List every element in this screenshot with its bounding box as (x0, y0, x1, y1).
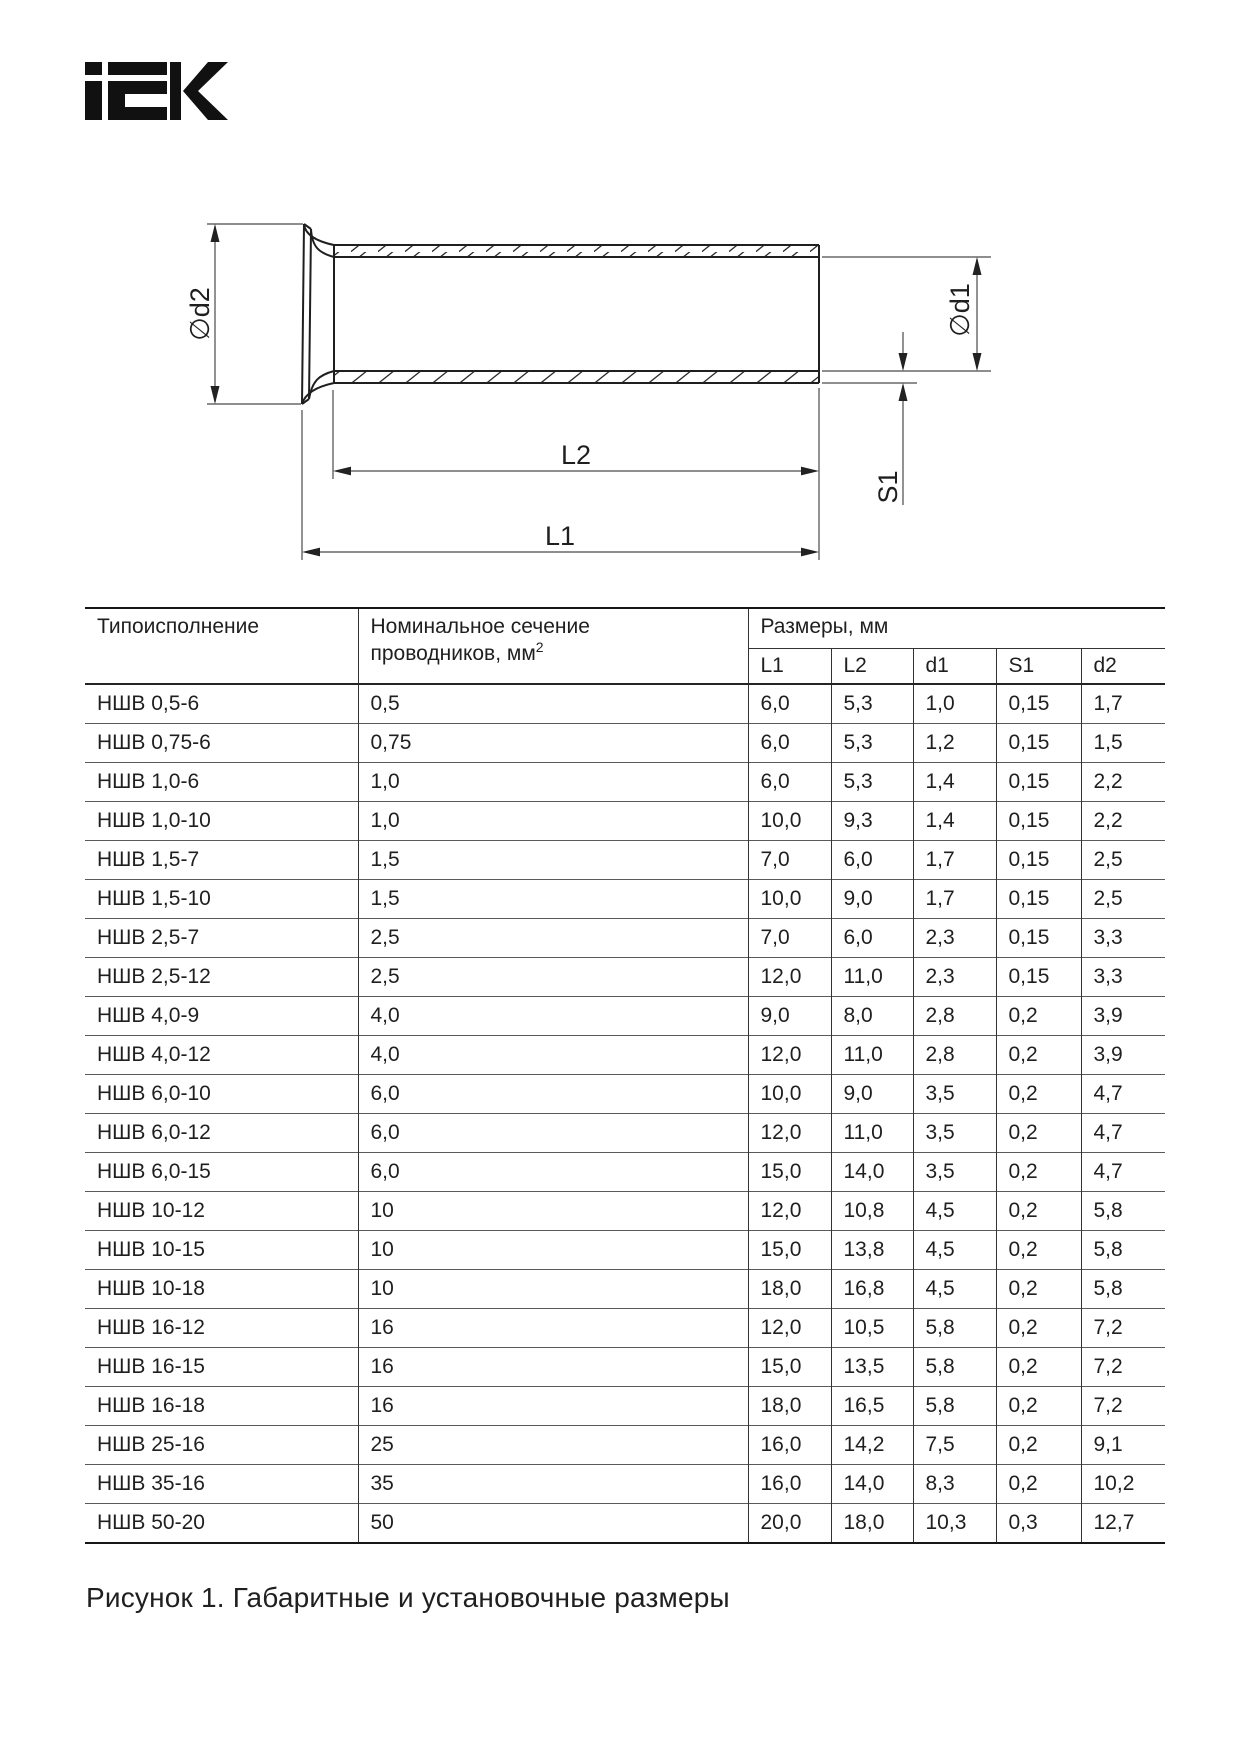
value-cell: 10 (358, 1231, 748, 1270)
dim-d1-label: ∅d1 (945, 283, 975, 337)
value-cell: 4,7 (1081, 1153, 1165, 1192)
value-cell: 7,2 (1081, 1309, 1165, 1348)
value-cell: 6,0 (358, 1075, 748, 1114)
value-cell: 3,5 (913, 1153, 996, 1192)
value-cell: 0,2 (996, 1153, 1081, 1192)
value-cell: 6,0 (748, 724, 831, 763)
value-cell: 0,15 (996, 841, 1081, 880)
value-cell: 6,0 (748, 684, 831, 724)
value-cell: 6,0 (831, 919, 913, 958)
value-cell: 10 (358, 1270, 748, 1309)
value-cell: 9,0 (831, 880, 913, 919)
value-cell: 5,8 (1081, 1231, 1165, 1270)
value-cell: 9,1 (1081, 1426, 1165, 1465)
value-cell: 18,0 (748, 1270, 831, 1309)
value-cell: 0,75 (358, 724, 748, 763)
type-cell: НШВ 1,0-6 (85, 763, 358, 802)
value-cell: 1,7 (913, 841, 996, 880)
type-cell: НШВ 16-18 (85, 1387, 358, 1426)
table-row (85, 1348, 1165, 1387)
value-cell: 16,5 (831, 1387, 913, 1426)
value-cell: 25 (358, 1426, 748, 1465)
value-cell: 0,2 (996, 1270, 1081, 1309)
value-cell: 0,2 (996, 1192, 1081, 1231)
value-cell: 18,0 (831, 1504, 913, 1544)
value-cell: 10 (358, 1192, 748, 1231)
col-subheader-d2: d2 (1081, 649, 1165, 685)
value-cell: 8,3 (913, 1465, 996, 1504)
value-cell: 5,8 (1081, 1192, 1165, 1231)
value-cell: 1,7 (913, 880, 996, 919)
table-row (85, 997, 1165, 1036)
value-cell: 9,0 (748, 997, 831, 1036)
table-row (85, 684, 1165, 724)
value-cell: 2,5 (358, 958, 748, 997)
value-cell: 1,7 (1081, 684, 1165, 724)
value-cell: 0,2 (996, 1309, 1081, 1348)
value-cell: 10,3 (913, 1504, 996, 1544)
value-cell: 6,0 (831, 841, 913, 880)
type-cell: НШВ 10-18 (85, 1270, 358, 1309)
type-cell: НШВ 4,0-9 (85, 997, 358, 1036)
value-cell: 3,9 (1081, 997, 1165, 1036)
value-cell: 12,0 (748, 1114, 831, 1153)
value-cell: 0,2 (996, 1114, 1081, 1153)
dim-d2-label: ∅d2 (185, 287, 215, 341)
logo-e-top (108, 62, 167, 75)
value-cell: 7,0 (748, 841, 831, 880)
value-cell: 10,5 (831, 1309, 913, 1348)
table-row (85, 802, 1165, 841)
dim-l1-label: L1 (544, 521, 576, 551)
value-cell: 4,0 (358, 1036, 748, 1075)
table-row (85, 763, 1165, 802)
value-cell: 15,0 (748, 1231, 831, 1270)
value-cell: 1,5 (358, 841, 748, 880)
value-cell: 3,3 (1081, 919, 1165, 958)
value-cell: 20,0 (748, 1504, 831, 1544)
hatch-top (334, 246, 819, 257)
value-cell: 0,2 (996, 1426, 1081, 1465)
value-cell: 16 (358, 1309, 748, 1348)
value-cell: 8,0 (831, 997, 913, 1036)
value-cell: 6,0 (748, 763, 831, 802)
value-cell: 0,2 (996, 1348, 1081, 1387)
type-cell: НШВ 25-16 (85, 1426, 358, 1465)
value-cell: 4,7 (1081, 1075, 1165, 1114)
value-cell: 50 (358, 1504, 748, 1544)
value-cell: 1,4 (913, 802, 996, 841)
table-row (85, 841, 1165, 880)
table-row (85, 1114, 1165, 1153)
value-cell: 13,8 (831, 1231, 913, 1270)
col-subheader-l1: L1 (748, 649, 831, 685)
value-cell: 18,0 (748, 1387, 831, 1426)
dim-d2 (185, 224, 303, 404)
logo-k-chevron (183, 62, 228, 120)
value-cell: 4,5 (913, 1192, 996, 1231)
value-cell: 16 (358, 1387, 748, 1426)
value-cell: 7,2 (1081, 1387, 1165, 1426)
value-cell: 5,3 (831, 684, 913, 724)
value-cell: 1,5 (358, 880, 748, 919)
value-cell: 16,0 (748, 1426, 831, 1465)
value-cell: 35 (358, 1465, 748, 1504)
value-cell: 0,15 (996, 919, 1081, 958)
value-cell: 10,0 (748, 1075, 831, 1114)
col-subheader-l2: L2 (831, 649, 913, 685)
value-cell: 5,3 (831, 763, 913, 802)
value-cell: 2,5 (1081, 880, 1165, 919)
value-cell: 1,5 (1081, 724, 1165, 763)
col-subheader-s1: S1 (996, 649, 1081, 685)
value-cell: 2,8 (913, 1036, 996, 1075)
value-cell: 1,0 (913, 684, 996, 724)
value-cell: 12,0 (748, 958, 831, 997)
dim-l2 (333, 388, 819, 560)
value-cell: 0,2 (996, 1231, 1081, 1270)
type-cell: НШВ 16-12 (85, 1309, 358, 1348)
type-cell: НШВ 6,0-10 (85, 1075, 358, 1114)
table-row (85, 1504, 1165, 1544)
value-cell: 4,5 (913, 1231, 996, 1270)
value-cell: 12,0 (748, 1309, 831, 1348)
table-row (85, 919, 1165, 958)
value-cell: 10,0 (748, 880, 831, 919)
col-header-sizes: Размеры, мм (748, 608, 1165, 649)
value-cell: 6,0 (358, 1153, 748, 1192)
value-cell: 10,0 (748, 802, 831, 841)
dimensions-table (85, 607, 1165, 1544)
col-header-type: Типоисполнение (85, 608, 358, 684)
figure-caption: Рисунок 1. Габаритные и установочные размеры (86, 1582, 730, 1613)
type-cell: НШВ 1,5-7 (85, 841, 358, 880)
value-cell: 0,15 (996, 802, 1081, 841)
value-cell: 2,8 (913, 997, 996, 1036)
value-cell: 5,8 (1081, 1270, 1165, 1309)
type-cell: НШВ 6,0-12 (85, 1114, 358, 1153)
value-cell: 11,0 (831, 1114, 913, 1153)
value-cell: 0,2 (996, 1075, 1081, 1114)
col-header-section-sup: 2 (535, 639, 544, 655)
value-cell: 9,0 (831, 1075, 913, 1114)
col-header-section-line1: Номинальное сечение (370, 615, 590, 638)
value-cell: 12,0 (748, 1192, 831, 1231)
table-row (85, 1309, 1165, 1348)
value-cell: 6,0 (358, 1114, 748, 1153)
table-row (85, 1465, 1165, 1504)
value-cell: 0,15 (996, 684, 1081, 724)
value-cell: 2,2 (1081, 802, 1165, 841)
dim-l1 (302, 410, 819, 560)
value-cell: 12,0 (748, 1036, 831, 1075)
value-cell: 10,8 (831, 1192, 913, 1231)
value-cell: 16,8 (831, 1270, 913, 1309)
type-cell: НШВ 6,0-15 (85, 1153, 358, 1192)
type-cell: НШВ 1,0-10 (85, 802, 358, 841)
logo-i-stem (85, 81, 102, 120)
value-cell: 2,2 (1081, 763, 1165, 802)
table-row (85, 1270, 1165, 1309)
value-cell: 1,2 (913, 724, 996, 763)
type-cell: НШВ 0,75-6 (85, 724, 358, 763)
value-cell: 2,3 (913, 958, 996, 997)
value-cell: 3,5 (913, 1075, 996, 1114)
col-header-section (358, 608, 748, 684)
value-cell: 0,2 (996, 1036, 1081, 1075)
value-cell: 16,0 (748, 1465, 831, 1504)
value-cell: 13,5 (831, 1348, 913, 1387)
value-cell: 0,5 (358, 684, 748, 724)
type-cell: НШВ 0,5-6 (97, 692, 200, 715)
value-cell: 2,5 (358, 919, 748, 958)
value-cell: 5,8 (913, 1348, 996, 1387)
value-cell: 14,2 (831, 1426, 913, 1465)
logo-e-body (108, 81, 167, 120)
value-cell: 1,0 (358, 763, 748, 802)
value-cell: 14,0 (831, 1465, 913, 1504)
value-cell: 0,2 (996, 1387, 1081, 1426)
value-cell: 3,3 (1081, 958, 1165, 997)
value-cell: 0,2 (996, 1465, 1081, 1504)
type-cell: НШВ 4,0-12 (85, 1036, 358, 1075)
value-cell: 7,0 (748, 919, 831, 958)
value-cell: 4,0 (358, 997, 748, 1036)
value-cell: 2,5 (1081, 841, 1165, 880)
table-row (85, 724, 1165, 763)
value-cell: 5,8 (913, 1309, 996, 1348)
col-header-section-line2: проводников, мм (370, 642, 536, 665)
value-cell: 2,3 (913, 919, 996, 958)
table-row (85, 1192, 1165, 1231)
type-cell: НШВ 35-16 (85, 1465, 358, 1504)
table-row (85, 958, 1165, 997)
value-cell: 5,8 (913, 1387, 996, 1426)
value-cell: 15,0 (748, 1348, 831, 1387)
ferrule-outline (302, 224, 819, 404)
logo-k-stem (170, 62, 181, 120)
type-cell: НШВ 1,5-10 (85, 880, 358, 919)
value-cell: 9,3 (831, 802, 913, 841)
value-cell: 3,5 (913, 1114, 996, 1153)
type-cell: НШВ 10-15 (85, 1231, 358, 1270)
value-cell: 7,2 (1081, 1348, 1165, 1387)
type-cell: НШВ 2,5-7 (85, 919, 358, 958)
value-cell: 11,0 (831, 958, 913, 997)
table-row (85, 880, 1165, 919)
dim-l2-label: L2 (560, 440, 592, 470)
value-cell: 7,5 (913, 1426, 996, 1465)
value-cell: 16 (358, 1348, 748, 1387)
value-cell: 0,15 (996, 958, 1081, 997)
type-cell: НШВ 10-12 (85, 1192, 358, 1231)
table-row (85, 1036, 1165, 1075)
table-row (85, 1231, 1165, 1270)
value-cell: 12,7 (1081, 1504, 1165, 1544)
table-row (85, 1075, 1165, 1114)
col-subheader-d1: d1 (913, 649, 996, 685)
value-cell: 0,15 (996, 724, 1081, 763)
type-cell: НШВ 50-20 (85, 1504, 358, 1544)
table-body (85, 684, 1165, 1543)
value-cell: 5,3 (831, 724, 913, 763)
iek-logo (85, 62, 228, 120)
value-cell: 0,15 (996, 880, 1081, 919)
value-cell: 1,0 (358, 802, 748, 841)
hatch-bottom (334, 372, 819, 383)
value-cell: 3,9 (1081, 1036, 1165, 1075)
value-cell: 0,15 (996, 763, 1081, 802)
value-cell: 15,0 (748, 1153, 831, 1192)
value-cell: 4,5 (913, 1270, 996, 1309)
table-row (85, 1153, 1165, 1192)
value-cell: 0,3 (996, 1504, 1081, 1544)
value-cell: 11,0 (831, 1036, 913, 1075)
table-row (85, 1387, 1165, 1426)
value-cell: 14,0 (831, 1153, 913, 1192)
value-cell: 0,2 (996, 997, 1081, 1036)
logo-i-dot (85, 62, 102, 75)
dimension-drawing (170, 200, 1010, 570)
value-cell: 1,4 (913, 763, 996, 802)
dim-s1-label: S1 (873, 470, 903, 504)
type-cell: НШВ 2,5-12 (85, 958, 358, 997)
type-cell: НШВ 16-15 (85, 1348, 358, 1387)
dim-s1 (822, 332, 917, 505)
value-cell: 4,7 (1081, 1114, 1165, 1153)
value-cell: 10,2 (1081, 1465, 1165, 1504)
table-row (85, 1426, 1165, 1465)
